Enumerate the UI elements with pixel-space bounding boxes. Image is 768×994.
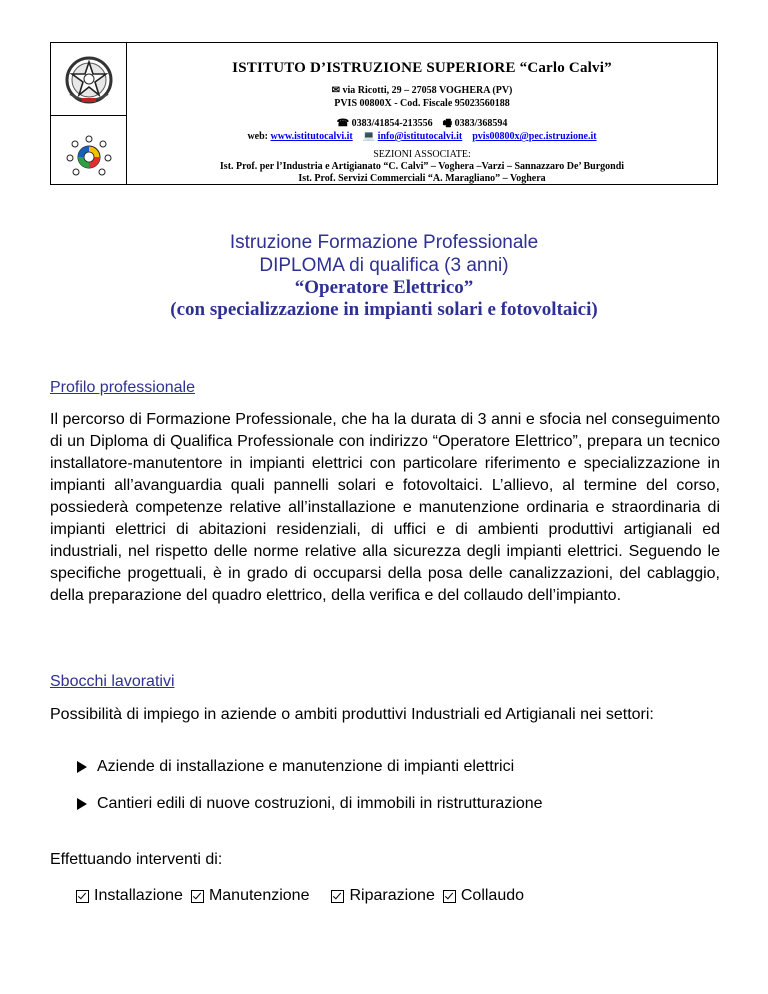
institute-address xyxy=(127,84,717,110)
letterhead-text xyxy=(127,43,717,185)
intervention-item xyxy=(191,887,310,905)
course-title-line-2: DIPLOMA di qualifica (3 anni) xyxy=(259,255,509,276)
list-item-text: Cantieri edili di nuove costruzioni, di immobili in ristrutturazione xyxy=(97,795,543,812)
jobs-intro: Possibilità di impiego in aziende o ambiti produttivi Industriali ed Artigianali nei settori: xyxy=(50,706,654,723)
address-text: via Ricotti, 29 – 27058 VOGHERA (PV) xyxy=(342,85,513,96)
sections-title: SEZIONI ASSOCIATE: xyxy=(373,149,471,160)
institute-codes: PVIS 00800X - Cod. Fiscale 95023560188 xyxy=(334,98,510,109)
phone-number: 0383/41854-213556 xyxy=(351,118,433,129)
list-item-text: Aziende di installazione e manutenzione di impianti elettrici xyxy=(97,758,515,775)
italian-republic-emblem xyxy=(64,54,114,104)
checked-box-icon xyxy=(443,890,456,903)
intervention-item xyxy=(331,887,434,905)
fax-number: 0383/368594 xyxy=(454,118,508,129)
intervention-item xyxy=(443,887,524,905)
checked-box-icon xyxy=(191,890,204,903)
intervention-label: Collaudo xyxy=(460,887,525,904)
checked-box-icon xyxy=(76,890,89,903)
phone-icon: ☎ xyxy=(336,118,350,129)
web-label: web: xyxy=(247,131,268,142)
interventions-label: Effettuando interventi di: xyxy=(50,851,223,868)
jobs-heading: Sbocchi lavorativi xyxy=(50,673,175,690)
institute-name: ISTITUTO D’ISTRUZIONE SUPERIORE “Carlo Calvi” xyxy=(232,60,612,76)
associated-section-2: Ist. Prof. Servizi Commerciali “A. Maragliano” – Voghera xyxy=(298,173,546,184)
institute-contacts xyxy=(127,117,717,143)
profile-text: Il percorso di Formazione Professionale, che ha la durata di 3 anni e sfocia nel conseguimento di un Diploma di Qualifica Professionale con indirizzo “Operatore Elettrico”, prepara un tecnico installatore-manutentore in impianti elettrici con particolare riferimento e specializzazione in impianti all’avanguardia quali pannelli solari e fotovoltaici. L’allievo, al termine del corso, possiederà competenze relative all’installazione e manutenzione ordinaria e straordinaria di impianti elettrici di abitazioni residenziali, di uffici e di ambienti produttivi artigianali ed industriali, nel rispetto delle norme relative alla sicurezza degli impianti elettrici. Seguendo le specifiche progettuali, è in grado di occuparsi della posa delle canalizzazioni, del cablaggio, della preparazione del quadro elettrico, della verifica e del collaudo dell’impianto. xyxy=(50,411,720,604)
logo-column xyxy=(51,43,127,184)
course-title-line-3: “Operatore Elettrico” xyxy=(294,277,474,298)
intervention-item xyxy=(76,887,183,905)
pec-link[interactable]: pvis00800x@pec.istruzione.it xyxy=(472,131,597,142)
arrow-bullet-icon xyxy=(77,798,87,810)
course-title-line-4: (con specializzazione in impianti solari e fotovoltaici) xyxy=(170,299,598,320)
computer-icon: 💻 xyxy=(362,131,376,142)
envelope-icon: ✉ xyxy=(331,85,340,96)
school-logo xyxy=(65,131,113,179)
arrow-bullet-icon xyxy=(77,761,87,773)
letterhead xyxy=(50,42,718,185)
intervention-label: Manutenzione xyxy=(208,887,310,904)
list-item xyxy=(77,758,514,776)
interventions-list xyxy=(76,887,532,905)
fax-icon: 🖷 xyxy=(442,118,453,129)
intervention-label: Riparazione xyxy=(349,887,435,904)
website-link[interactable]: www.istitutocalvi.it xyxy=(270,131,353,142)
checked-box-icon xyxy=(331,890,344,903)
course-title-line-1: Istruzione Formazione Professionale xyxy=(229,232,539,253)
associated-section-1: Ist. Prof. per l’Industria e Artigianato “C. Calvi” – Voghera –Varzi – Sannazzaro De’ Burgondi xyxy=(219,161,625,172)
list-item xyxy=(77,795,543,813)
intervention-label: Installazione xyxy=(94,887,183,904)
email-link[interactable]: info@istitutocalvi.it xyxy=(377,131,463,142)
profile-heading: Profilo professionale xyxy=(50,379,195,396)
